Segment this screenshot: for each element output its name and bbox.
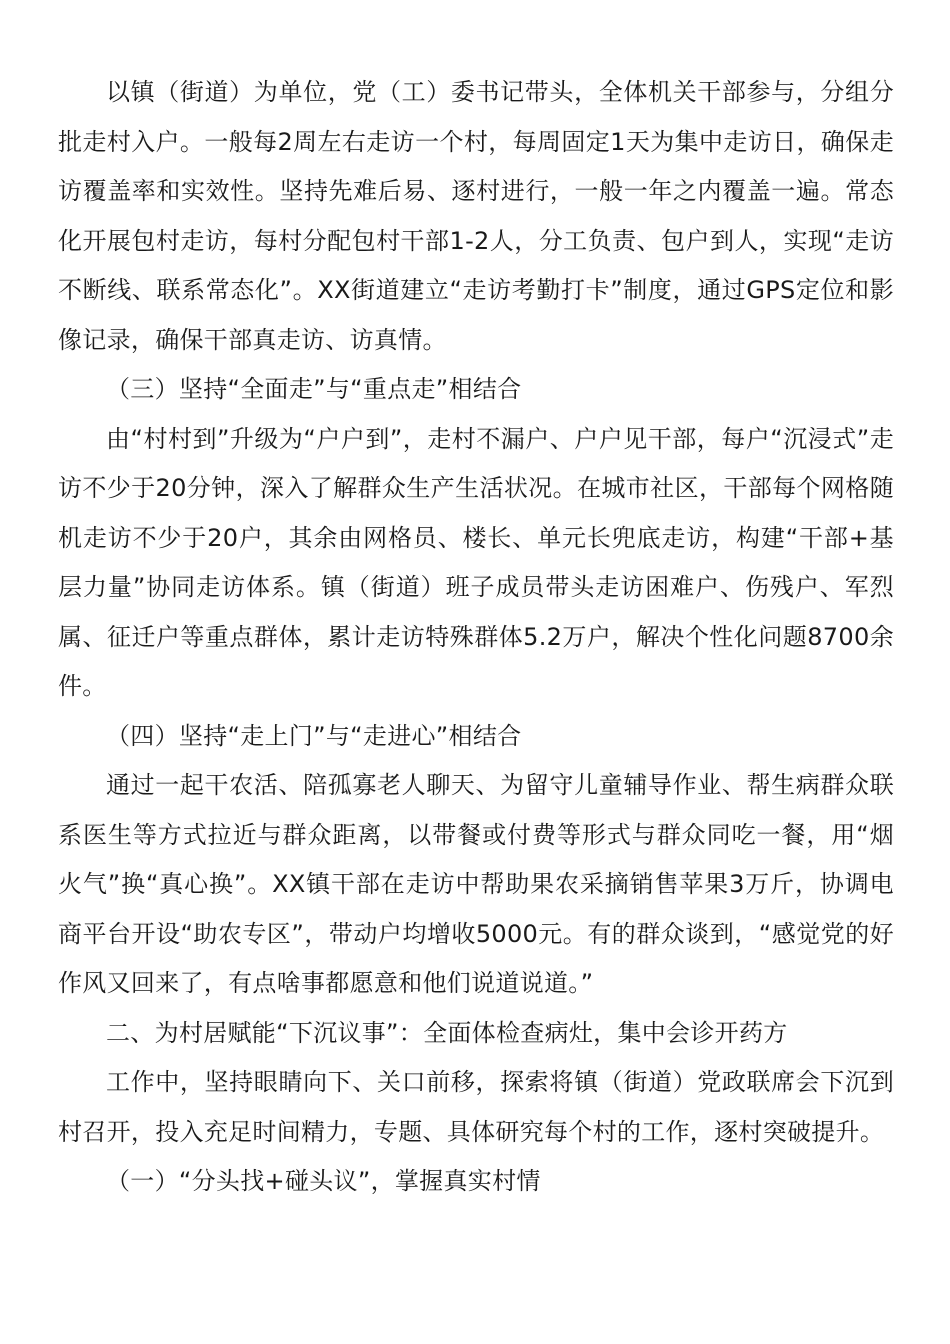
paragraph-household-coverage: 由“村村到”升级为“户户到”，走村不漏户、户户见干部，每户“沉浸式”走访不少于20分钟，深入了解群众生产生活状况。在城市社区，干部每个网格随机走访不少于20户，其余由网格员、楼长、单元长兜底走访，构建“干部+基层力量”协同走访体系。镇（街道）班子成员带头走访困难户、伤残户、军烈属、征迁户等重点群体，累计走访特殊群体5.2万户，解决个性化问题8700余件。 bbox=[58, 424, 894, 700]
section-heading-3: （三）坚持“全面走”与“重点走”相结合 bbox=[106, 375, 522, 403]
section-heading-4: （四）坚持“走上门”与“走进心”相结合 bbox=[106, 721, 522, 750]
document-page bbox=[58, 68, 894, 1207]
paragraph-village-visit-organization: 以镇（街道）为单位，党（工）委书记带头，全体机关干部参与，分组分批走村入户。一般每2周左右走访一个村，每周固定1天为集中走访日，确保走访覆盖率和实效性。坚持先难后易、逐村进行，一般一年之内覆盖一遍。常态化开展包村走访，每村分配包村干部1-2人，分工负责、包户到人，实现“走访不断线、联系常态化”。XX街道建立“走访考勤打卡”制度，通过GPS定位和影像记录，确保干部真走访、访真情。 bbox=[58, 78, 894, 354]
chapter-heading-2: 二、为村居赋能“下沉议事”：全面体检查病灶，集中会诊开药方 bbox=[106, 1018, 788, 1047]
paragraph-heart-to-heart: 通过一起干农活、陪孤寡老人聊天、为留守儿童辅导作业、帮生病群众联系医生等方式拉近与群众距离，以带餐或付费等形式与群众同吃一餐，用“烟火气”换“真心换”。XX镇干部在走访中帮助果农采摘销售苹果3万斤，协调电商平台开设“助农专区”，带动户均增收5000元。有的群众谈到，“感觉党的好作风又回来了，有点啥事都愿意和他们说道说道。” bbox=[58, 771, 894, 997]
paragraph-meeting-in-village: 工作中，坚持眼睛向下、关口前移，探索将镇（街道）党政联席会下沉到村召开，投入充足时间精力，专题、具体研究每个村的工作，逐村突破提升。 bbox=[58, 1068, 894, 1146]
section-heading-1: （一）“分头找+碰头议”，掌握真实村情 bbox=[106, 1167, 541, 1195]
